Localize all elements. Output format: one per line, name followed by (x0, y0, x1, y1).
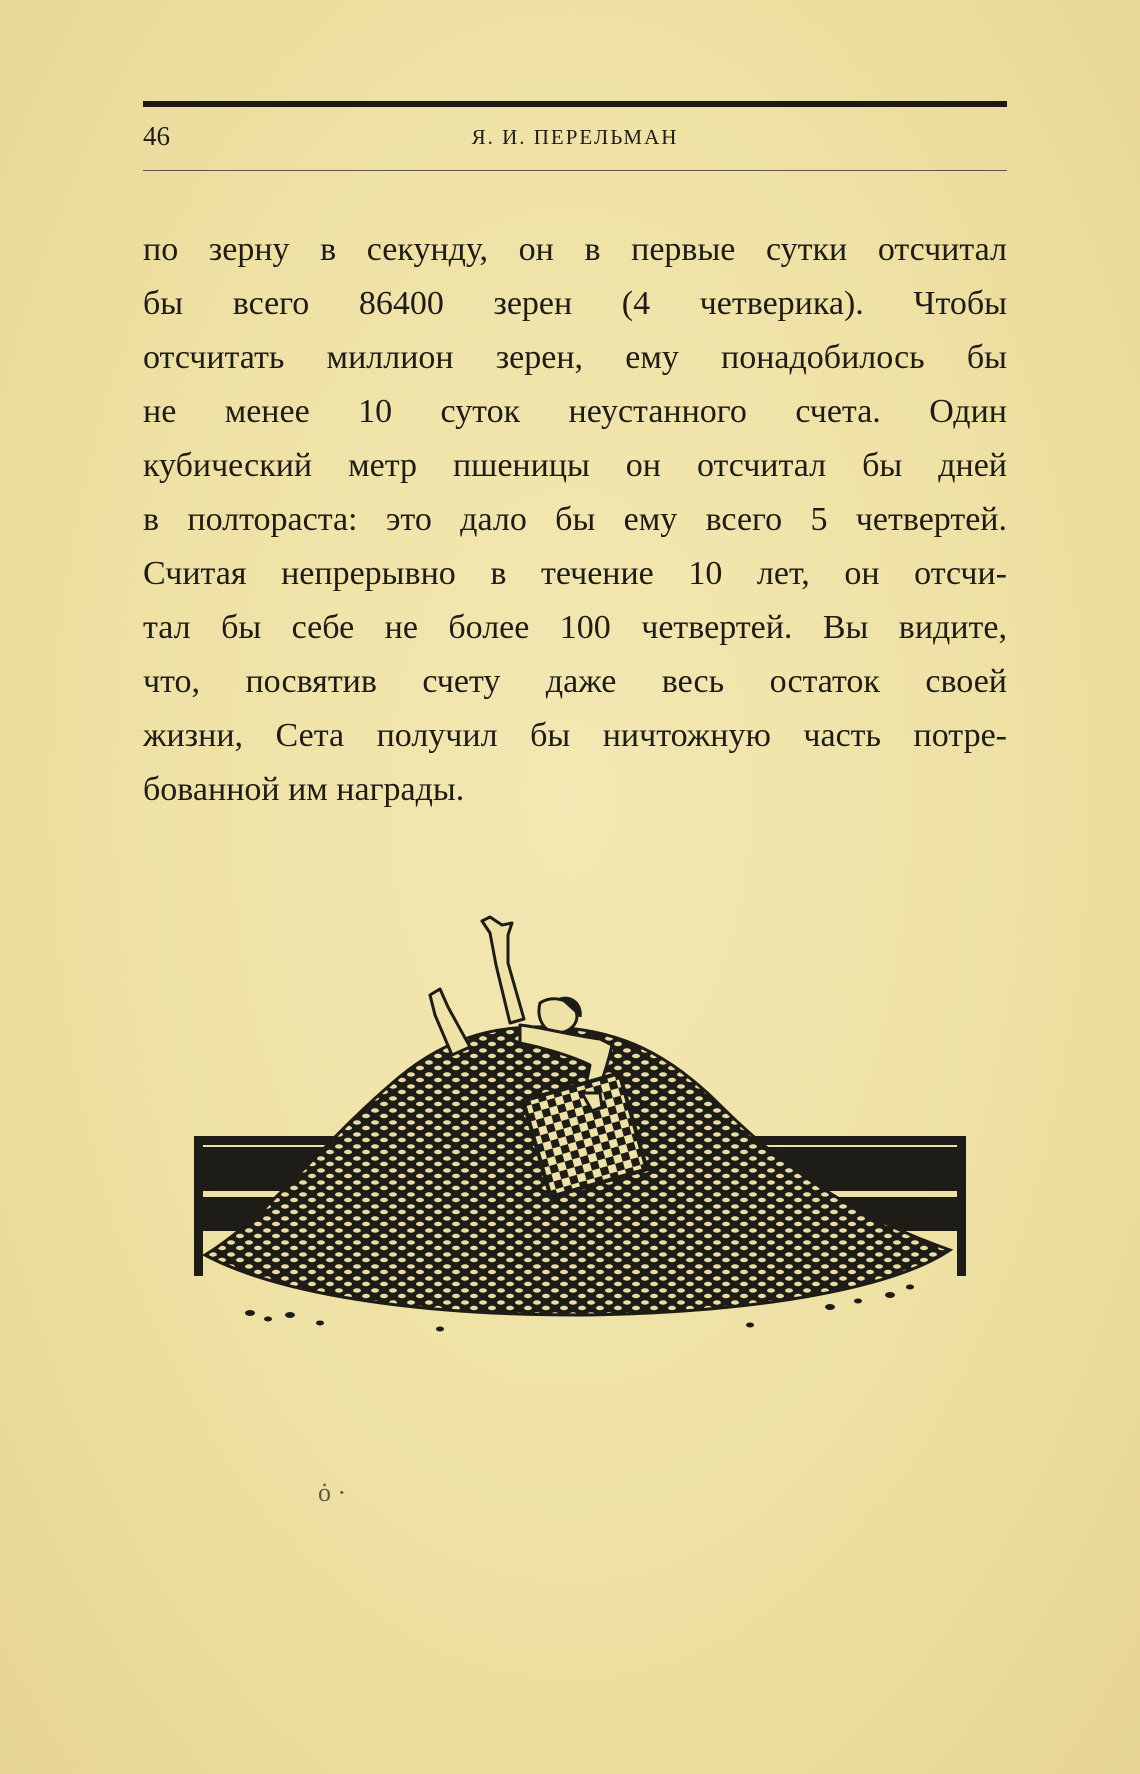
text-line: по зерну в секунду, он в первые сутки отсчитал (143, 231, 1007, 268)
text-line: в полтораста: это дало бы ему всего 5 четвертей. (143, 501, 1007, 538)
page-number: 46 (143, 121, 170, 151)
text-line: бы всего 86400 зерен (4 четверика). Чтобы (143, 285, 1007, 322)
stray-print-mark: ȯ · (318, 1478, 347, 1507)
text-line: отсчитать миллион зерен, ему понадобилось бы (143, 339, 1007, 376)
text-line: жизни, Сета получил бы ничтожную часть потре- (143, 717, 1007, 754)
body-text (143, 223, 1007, 817)
header-rule-top (143, 101, 1007, 107)
man-on-grain-heap-icon (190, 915, 970, 1355)
text-line: что, посвятив счету даже весь остаток своей (143, 663, 1007, 700)
text-line: тал бы себе не более 100 четвертей. Вы видите, (143, 609, 1007, 646)
text-line: Считая непрерывно в течение 10 лет, он отсчи- (143, 555, 1007, 592)
text-line: бованной им награды. (143, 771, 465, 808)
text-line: не менее 10 суток неустанного счета. Один (143, 393, 1007, 430)
header-rule-bottom (143, 170, 1007, 171)
text-line: кубический метр пшеницы он отсчитал бы дней (143, 447, 1007, 484)
running-head: Я. И. ПЕРЕЛЬМАН (471, 125, 679, 149)
